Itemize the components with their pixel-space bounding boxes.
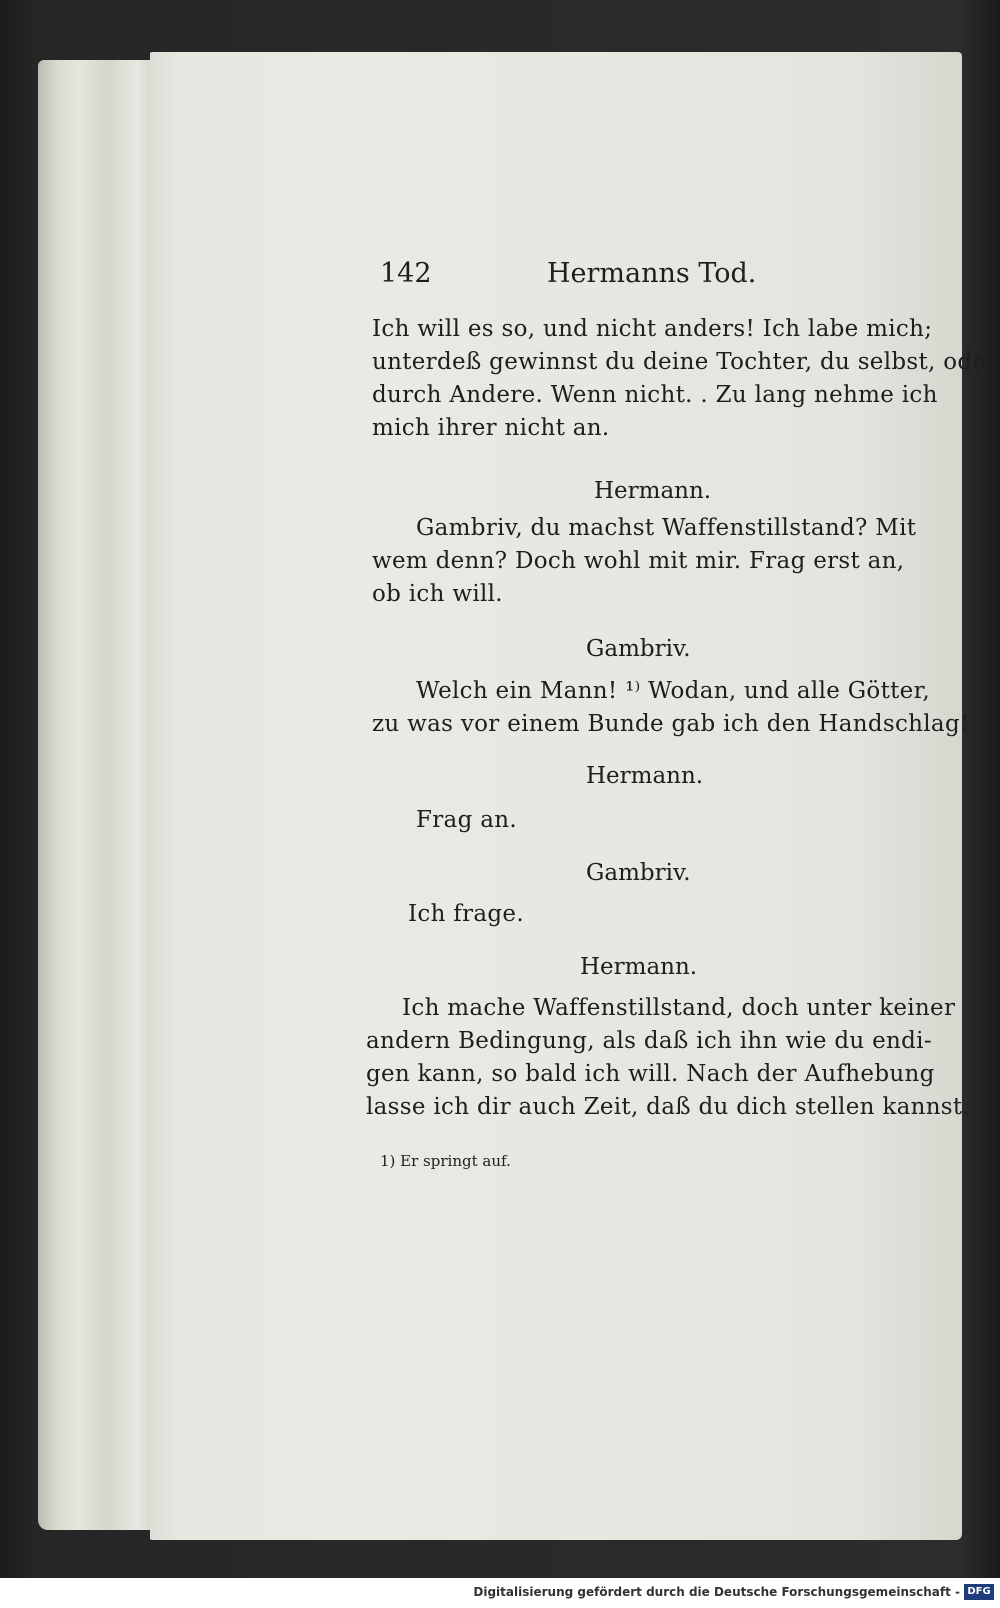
speaker-heading: Hermann. <box>586 763 704 789</box>
text-line: Ich mache Waffenstillstand, doch unter keiner <box>402 995 956 1021</box>
paragraph-5 <box>372 898 928 931</box>
footnote: 1) Er springt auf. <box>380 1152 511 1170</box>
text-line: lasse ich dir auch Zeit, daß du dich stellen kannst. <box>366 1094 971 1120</box>
text-line: zu was vor einem Bunde gab ich den Handschlag! <box>372 711 970 737</box>
running-title: Hermanns Tod. <box>547 258 757 289</box>
text-line: mich ihrer nicht an. <box>372 415 610 441</box>
speaker-heading: Hermann. <box>580 954 698 980</box>
footer-bar <box>0 1578 1000 1608</box>
paragraph-4 <box>372 804 928 837</box>
page-number: 142 <box>380 258 432 289</box>
text-line: unterdeß gewinnst du deine Tochter, du selbst, oder <box>372 349 998 375</box>
text-line: ob ich will. <box>372 581 503 607</box>
text-line: Welch ein Mann! ¹⁾ Wodan, und alle Götter, <box>416 678 930 704</box>
page-stack-edge <box>38 60 156 1530</box>
text-line: Ich will es so, und nicht anders! Ich labe mich; <box>372 316 933 342</box>
dfg-logo: DFG <box>964 1584 994 1600</box>
paragraph-1 <box>372 313 998 445</box>
speaker-heading: Gambriv. <box>586 860 691 886</box>
speaker-heading: Gambriv. <box>586 636 691 662</box>
text-line: Frag an. <box>416 807 517 833</box>
text-line: andern Bedingung, als daß ich ihn wie du endi- <box>366 1028 932 1054</box>
page-header <box>372 258 772 298</box>
paragraph-2 <box>372 512 928 611</box>
text-line: Ich frage. <box>408 901 524 927</box>
text-line: gen kann, so bald ich will. Nach der Aufhebung <box>366 1061 935 1087</box>
text-line: wem denn? Doch wohl mit mir. Frag erst an, <box>372 548 905 574</box>
speaker-heading: Hermann. <box>594 478 712 504</box>
paragraph-6 <box>366 992 971 1124</box>
paragraph-3 <box>372 675 970 741</box>
text-line: durch Andere. Wenn nicht. . Zu lang nehme ich <box>372 382 938 408</box>
text-line: Gambriv, du machst Waffenstillstand? Mit <box>416 515 917 541</box>
digitization-credit: Digitalisierung gefördert durch die Deutsche Forschungsgemeinschaft - <box>473 1585 960 1599</box>
